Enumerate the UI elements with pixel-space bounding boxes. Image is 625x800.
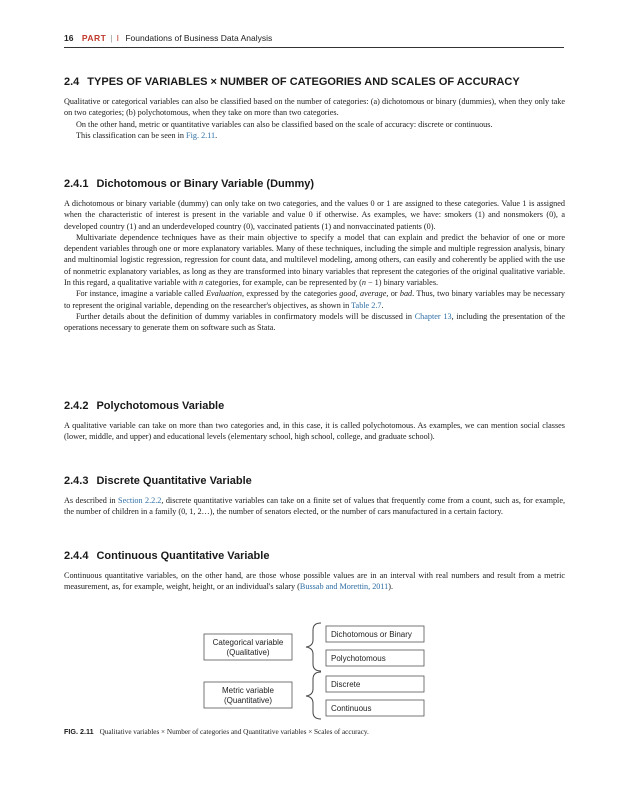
book-section-title: Foundations of Business Data Analysis — [125, 33, 273, 43]
upper-brace — [306, 623, 321, 671]
part-number: I — [116, 33, 119, 43]
subsection-2-4-1-body — [64, 198, 565, 334]
bussab-morettin-link[interactable]: Bussab and Morettin, 2011 — [299, 582, 389, 592]
section-paragraph-1: Qualitative or categorical variables can also be classified based on the number of categories: (a) dichotomous or binary (dummies), when they only take on two categories; (b) polychotomous, when they take on more than two categories. — [64, 97, 565, 118]
dichotomous-label: Dichotomous or Binary — [331, 630, 412, 639]
page-number: 16 — [64, 33, 74, 43]
fig-2-11-link[interactable]: Fig. 2.11 — [186, 130, 216, 140]
discrete-label: Discrete — [331, 680, 361, 689]
section-2-2-2-link[interactable]: Section 2.2.2 — [118, 496, 162, 505]
figure-caption-label: FIG. 2.11 — [64, 727, 94, 736]
continuous-paragraph: Continuous quantitative variables, on the other hand, are those whose possible values are in an interval with real numbers and result from a metric measurement, as, for example, weight, height, or an individual's salary (Bussab and Morettin, 2011). — [64, 571, 565, 592]
subsection-heading-2-4-4: 2.4.4 Continuous Quantitative Variable — [64, 550, 270, 562]
subsection-heading-2-4-1: 2.4.1 Dichotomous or Binary Variable (Dummy) — [64, 178, 315, 190]
figure-caption — [64, 727, 369, 736]
discrete-paragraph: As described in Section 2.2.2, discrete quantitative variables can take on a finite set of values that frequently come from a count, such as, for example, the number of children in a family (0, 1, 2…), the number of senators elected, or the number of cars manufactured in a certain factory. — [64, 496, 566, 517]
subsection-2-4-3-body — [64, 495, 565, 518]
figure-caption-text: Qualitative variables × Number of categories and Quantitative variables × Scales of accuracy. — [99, 728, 369, 736]
dichotomous-paragraph-1: A dichotomous or binary variable (dummy) can only take on two categories, and the values 0 or 1 are assigned to these categories. Value 1 is assigned when the characteristic of interest is present in the variable and value 0 if otherwise. As examples, we have: smokers (1) and nonsmokers (0), a developed country (1) and an underdeveloped country (0), vaccinated patients (1) and nonvaccinated patients (0). — [64, 199, 565, 231]
subsection-2-4-4-body — [64, 570, 565, 593]
categorical-variable-label: Categorical variable — [212, 638, 284, 647]
quantitative-label: (Quantitative) — [223, 696, 273, 705]
chapter-13-link[interactable]: Chapter 13 — [414, 311, 452, 321]
dichotomous-paragraph-3: For instance, imagine a variable called Evaluation, expressed by the categories good, average, or bad. Thus, two binary variables may be necessary to represent the original variable, depending on the researcher's objectives, as shown in Table 2.7. — [64, 289, 566, 310]
section-heading: 2.4 TYPES OF VARIABLES × NUMBER OF CATEGORIES AND SCALES OF ACCURACY — [64, 76, 520, 88]
subsection-heading-2-4-3: 2.4.3 Discrete Quantitative Variable — [64, 475, 252, 487]
dichotomous-paragraph-2: Multivariate dependence techniques have as their main objective to specify a model that can explain and predict the behavior of one or more dependent variables through one or more explanatory variables. Many of these techniques, including the simple and multiple regression analysis, binary and multinomial logistic regression, regression for count data, and multilevel modeling, among others, can easily and coherently be applied with the use of nonmetric explanatory variables, as long as they are transformed into binary variables that represent the categories of the original qualitative variable. In this regard, a qualitative variable with n categories, for example, can be represented by (n − 1) binary variables. — [64, 232, 565, 288]
dichotomous-paragraph-4: Further details about the definition of dummy variables in confirmatory models will be discussed in Chapter 13, including the presentation of the operations necessary to generate them on software such as Stata. — [64, 311, 565, 333]
header-rule — [64, 47, 564, 48]
lower-brace — [306, 672, 321, 719]
subsection-2-4-2-body — [64, 420, 565, 443]
metric-variable-label: Metric variable — [221, 686, 275, 695]
polychotomous-paragraph: A qualitative variable can take on more than two categories and, in this case, it is called polychotomous. As examples, we can mention social classes (lower, middle, and upper) and educational levels (elementary school, high school, college, and graduate school). — [64, 421, 565, 442]
figure-2-11-diagram — [200, 620, 430, 720]
part-label: PART — [81, 33, 107, 43]
running-head: 16 PART | I Foundations of Business Data Analysis — [64, 33, 273, 43]
subsection-heading-2-4-2: 2.4.2 Polychotomous Variable — [64, 400, 225, 412]
table-2-7-link[interactable]: Table 2.7 — [351, 300, 382, 310]
continuous-label: Continuous — [331, 704, 372, 713]
polychotomous-label: Polychotomous — [331, 654, 386, 663]
section-paragraph-3: This classification can be seen in Fig. 2.11. — [76, 130, 218, 140]
section-intro — [64, 96, 565, 141]
qualitative-label: (Qualitative) — [226, 648, 270, 657]
section-paragraph-2: On the other hand, metric or quantitative variables can also be classified based on the scale of accuracy: discrete or continuous. — [76, 119, 493, 129]
